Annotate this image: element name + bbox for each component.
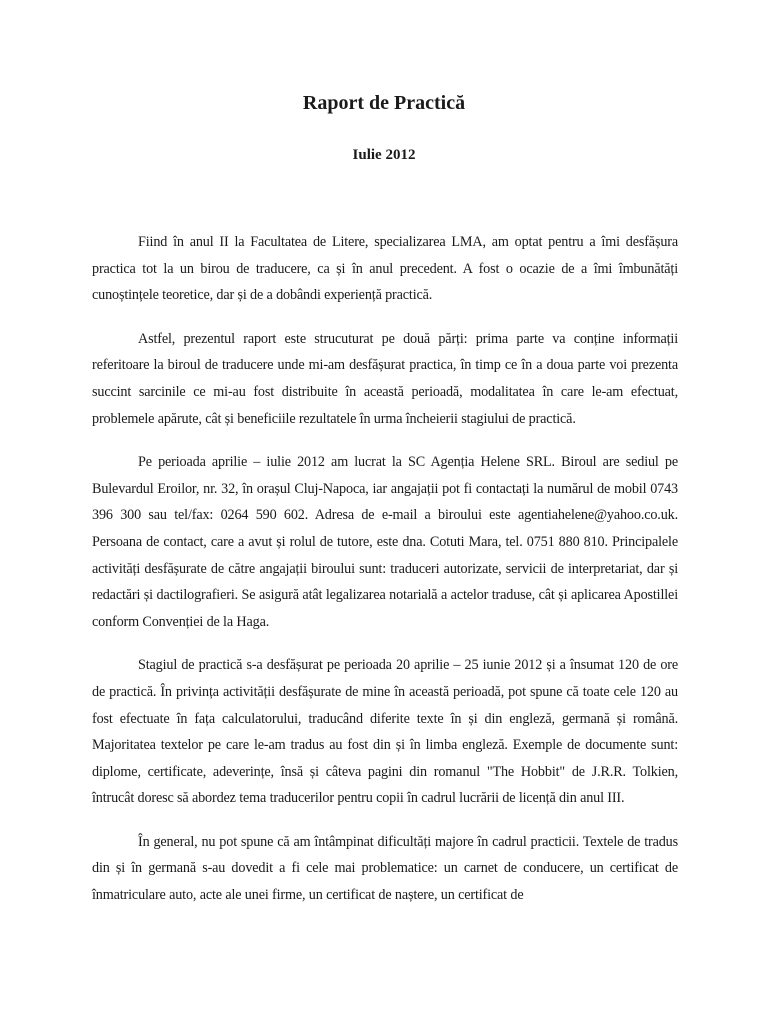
paragraph-4: Stagiul de practică s-a desfășurat pe perioada 20 aprilie – 25 iunie 2012 și a însumat 120 de ore de practică. În privința activității desfășurate de mine în această perioadă, pot spune că toate cele 120 au fost efectuate în fața calculatorului, traducând diferite texte în și din engleză, germană și română. Majoritatea textelor pe care le-am tradus au fost din și în limba engleză. Exemple de documente sunt: diplome, certificate, adeverințe, însă și câteva pagini din romanul "The Hobbit" de J.R.R. Tolkien, întrucât doresc să abordez tema traducerilor pentru copii în cadrul lucrării de licență din anul III. [92,657,678,807]
document-body [92,229,678,926]
paragraph-2: Astfel, prezentul raport este strucuturat pe două părți: prima parte va conține informații referitoare la biroul de traducere unde mi-am desfășurat practica, în timp ce în a doua parte voi prezenta succint sarcinile ce mi-au fost distribuite în această perioadă, modalitatea în care le-am efectuat, problemele apărute, cât și beneficiile rezultatele în urma încheierii stagiului de practică. [92,330,678,427]
page-subtitle: Iulie 2012 [352,147,416,163]
page-title: Raport de Practică [302,92,466,114]
paragraph-1: Fiind în anul II la Facultatea de Litere, specializarea LMA, am optat pentru a îmi desfășura practica tot la un birou de traducere, ca și în anul precedent. A fost o ocazie de a îmi îmbunătăți cunoștințele teoretice, dar și de a dobândi experiență practică. [92,234,678,304]
paragraph-5: În general, nu pot spune că am întâmpinat dificultăți majore în cadrul practicii. Textele de tradus din și în germană s-au dovedit a fi cele mai problematice: un carnet de conducere, un certificat de înmatriculare auto, acte ale unei firme, un certificat de naștere, un certificat de [92,833,678,904]
paragraph-3: Pe perioada aprilie – iulie 2012 am lucrat la SC Agenția Helene SRL. Biroul are sediul pe Bulevardul Eroilor, nr. 32, în orașul Cluj-Napoca, iar angajații pot fi contactați la numărul de mobil 0743 396 300 sau tel/fax: 0264 590 602. Adresa de e-mail a biroului este agentiahelene@yahoo.co.uk. Persoana de contact, care a avut și rolul de tutore, este dna. Cotuti Mara, tel. 0751 880 810. Principalele activități desfășurate de către angajații biroului sunt: traduceri autorizate, servicii de interpretariat, dar și redactări și dactilografieri. Se asigură atât legalizarea notarială a actelor traduse, cât și aplicarea Apostillei conform Convenției de la Haga. [92,454,678,630]
